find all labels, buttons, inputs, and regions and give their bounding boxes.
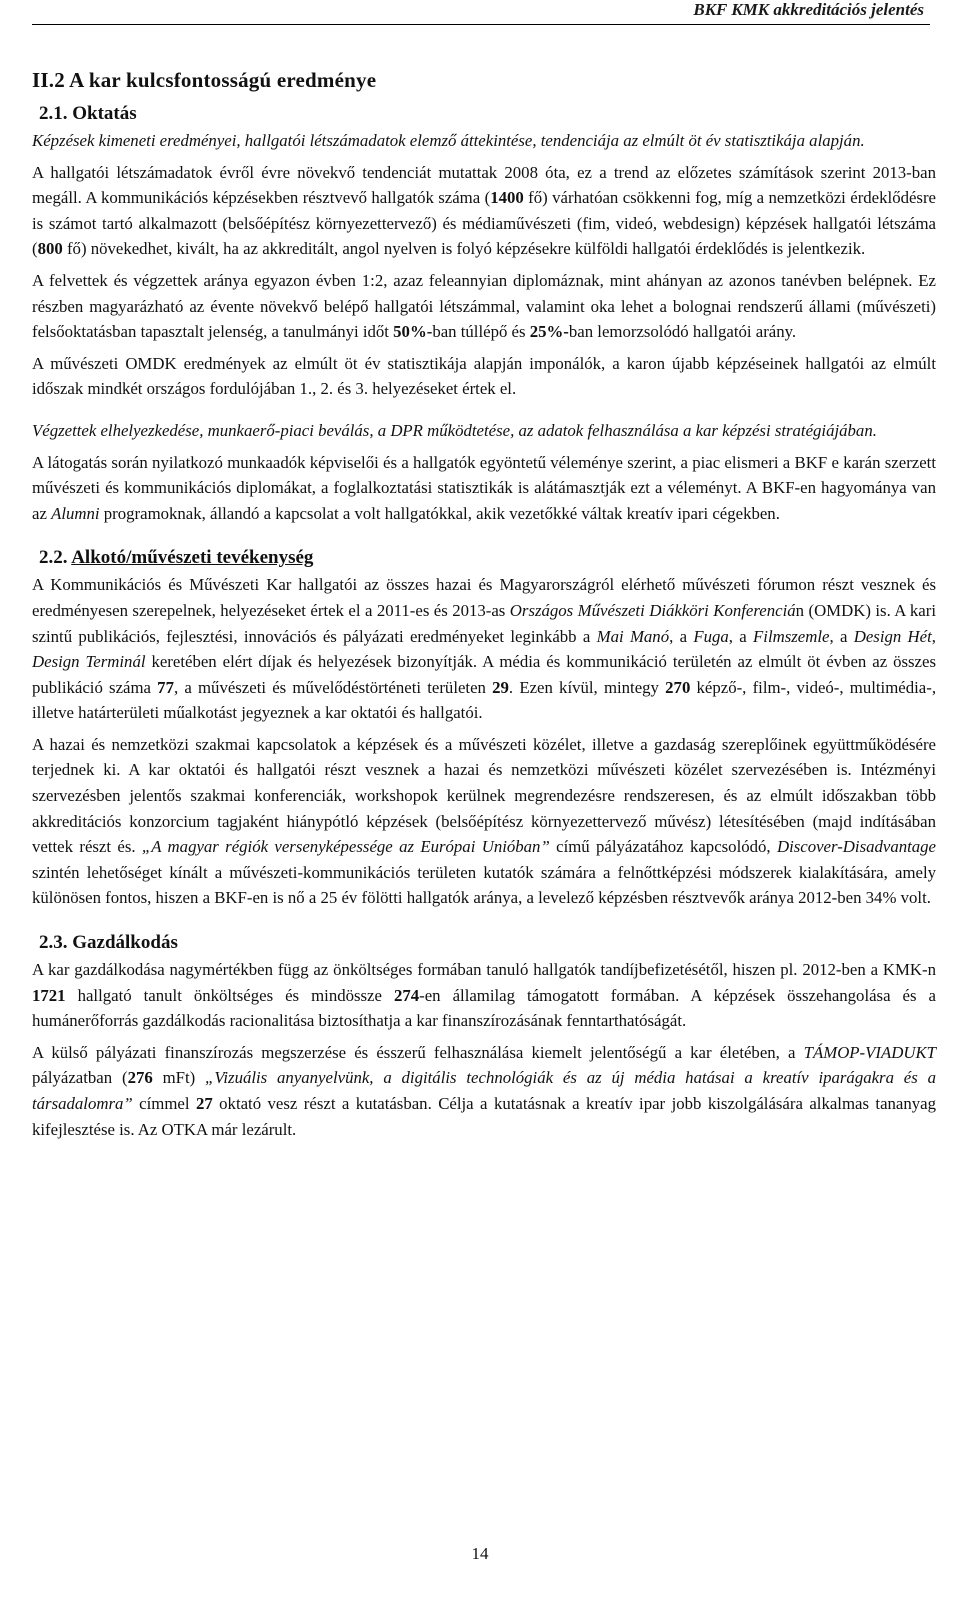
page-content — [32, 64, 936, 1148]
bold-value: 25%- — [529, 322, 569, 342]
italic-term: TÁMOP-VIADUKT — [803, 1042, 936, 1062]
text-run: programoknak, állandó a kapcsolat a volt hallgatókkal, akik vezetőkké váltak kreatív ipari cégekben. — [99, 503, 780, 523]
text-run: pályázatban ( — [32, 1068, 128, 1088]
oktatas-paragraph-1 — [32, 160, 936, 262]
italic-term: Mai Manó — [596, 626, 670, 646]
oktatas-paragraph-2 — [32, 268, 936, 345]
italic-term: „Vizuális anyanyelvünk, a digitális technológiák és az új média hatásai a kreatív iparágakra és a társadalomra” — [32, 1068, 937, 1113]
text-run: n (OMDK) is. A kari szintű publikációs, fejlesztési, innovációs és pályázati eredményeket leginkább a — [32, 600, 937, 646]
italic-term: Design Terminál — [32, 652, 146, 672]
bold-value: 274 — [393, 985, 420, 1005]
text-run: ban lemorzsolódó hallgatói arány. — [568, 322, 797, 342]
text-run: A Kommunikációs és Művészeti Kar hallgatói az összes hazai és Magyarországról elérhető művészeti fórumon részt vesznek és eredményesen szerepelnek, helyezéseket értek el a 2011-es és 2013-as — [32, 575, 936, 620]
section-title-text: Gazdálkodás — [72, 932, 178, 954]
bold-value: 27 — [195, 1094, 213, 1113]
bold-value: 77 — [157, 677, 174, 697]
page-number: 14 — [471, 1544, 489, 1563]
italic-term: „A magyar régiók versenyképessége az Európai Unióban” — [141, 837, 550, 857]
bold-value: 270 — [665, 677, 691, 697]
gazdalkodas-paragraph-1 — [32, 957, 936, 1034]
bold-value: 50%- — [393, 322, 433, 342]
text-run: A kar gazdálkodása nagymértékben függ az önköltséges formában tanuló hallgatók tandíjbefizetésétől, hiszen pl. 2012-ben a KMK-n — [32, 960, 936, 980]
text-run: fő) várhatóan csökkenni fog, míg a nemzetközi érdeklődésre is számot tartó alkalmazott (belsőépítész környezettervező) és médiaművészeti (fim, videó, webdesign) képzések hallgatói létszáma ( — [32, 188, 936, 259]
text-run: címmel — [132, 1094, 196, 1113]
section-number: 2.2. — [39, 547, 68, 569]
text-run: szintén lehetőséget kínált a művészeti-kommunikációs területen kutatók számára a felnőttképzési módszerek kialakítására, amely különösen fontos, hiszen a BKF-en is nő a 25 év fölötti hallgatók aránya, a levelező képzésben résztvevők aránya 2012-ben 34% volt. — [32, 862, 936, 908]
oktatas-subhead: Képzések kimeneti eredményei, hallgatói létszámadatok elemző áttekintése, tendenciája az elmúlt öt év statisztikája alapján. — [32, 131, 865, 150]
text-run: , — [931, 626, 936, 646]
bold-value: 276 — [127, 1068, 153, 1088]
bold-value: 1721 — [32, 985, 66, 1005]
text-run: képző-, film-, videó-, multimédia-, illetve határterületi műalkotást jegyeznek a kar oktatói és hallgatói. — [32, 677, 937, 723]
vegzettek-subhead: Végzettek elhelyezkedése, munkaerő-piaci beválás, a DPR működtetése, az adatok felhasználása a kar képzési stratégiájában. — [32, 420, 877, 440]
header-rule — [32, 24, 930, 25]
subsection-heading-gazdalkodas — [32, 929, 936, 957]
italic-term: Alumni — [51, 503, 100, 523]
text-run: oktató vesz részt a kutatásban. Célja a kutatásnak a kreatív ipar jobb kiszolgálására alkalmas tananyag kifejlesztése is. Az OTKA már lezárult. — [32, 1094, 937, 1139]
text-run: című pályázatához kapcsolódó, — [549, 837, 777, 857]
bold-value: 800 — [37, 239, 63, 259]
subsection-heading-oktatas: 2.1. Oktatás — [39, 103, 137, 124]
section-title: II.2 A kar kulcsfontosságú eredménye — [32, 68, 377, 92]
gazdalkodas-paragraph-2 — [32, 1040, 936, 1142]
text-run: A hallgatói létszámadatok évről évre növekvő tendenciát mutattak 2008 óta, ez a trend az előzetes számítások szerint 2013-ban megáll. A kommunikációs képzésekben résztvevő hallgatók száma ( — [32, 162, 936, 208]
text-run: , a — [829, 626, 854, 646]
text-run: A külső pályázati finanszírozás megszerzése és ésszerű felhasználása kiemelt jelentőségű a kar életében, a — [32, 1042, 804, 1062]
italic-term: Design Hét — [853, 626, 932, 646]
text-run: ban túllépő és — [432, 322, 530, 342]
italic-term: Fuga — [693, 626, 729, 646]
bold-value: 1400 — [490, 188, 524, 208]
text-run: mFt) — [152, 1068, 206, 1088]
text-run: , a művészeti és művelődéstörténeti területen — [173, 677, 493, 697]
running-header: BKF KMK akkreditációs jelentés — [693, 0, 924, 19]
section-number: 2.3. — [39, 932, 68, 954]
text-run: A hazai és nemzetközi szakmai kapcsolatok a képzések és a művészeti közélet, illetve a gazdaság szereplőinek együttműködésére terjednek ki. A kar oktatói és hallgatói részt vesznek a hazai és nemzetközi művészeti közélet szervezésében is. Intézményi szervezésben jelentős szakmai konferenciák, workshopok kerülnek megrendezésre rendszeresen, és az elmúlt időszakban több akkreditációs konzorcium tagjaként hiánypótló képzések (belsőépítész környezettervező művész) létesítésében (majd indításában vettek részt és. — [32, 734, 936, 857]
oktatas-paragraph-4 — [32, 450, 936, 527]
text-run: -en államilag támogatott formában. A képzések összehangolása és a humánerőforrás gazdálkodás racionalitása biztosíthatja a kar finanszírozásának fenntarthatóságát. — [32, 985, 936, 1031]
italic-term: Discover-Disadvantage — [776, 837, 936, 857]
subsection-heading-alkoto — [32, 544, 936, 572]
oktatas-paragraph-3: A művészeti OMDK eredmények az elmúlt öt év statisztikája alapján imponálók, a karon újabb képzéseinek hallgatói az elmúlt időszak mindkét országos fordulójában 1., 2. és 3. helyezéseket értek el. — [32, 353, 936, 399]
italic-term: Országos Művészeti Diákköri Konferenciá — [509, 600, 796, 620]
alkoto-paragraph-2 — [32, 732, 936, 911]
text-run: fő) növekedhet, kivált, ha az akkreditált, angol nyelven is folyó képzésekre külföldi hallgatói érdeklődés is jelentkezik. — [62, 239, 866, 259]
text-run: , a — [728, 626, 754, 646]
bold-value: 29 — [492, 677, 509, 697]
spacer — [32, 408, 936, 418]
spacer — [32, 532, 936, 544]
text-run: keretében elért díjak és helyezések bizonyítják. A média és kommunikáció területén az elmúlt öt évben az összes publikáció száma — [32, 652, 936, 697]
alkoto-paragraph-1 — [32, 572, 936, 726]
text-run: A felvettek és végzettek aránya egyazon évben 1:2, azaz feleannyian diplomáznak, mint ahányan az azonos tanévben belépnek. Ez részben magyarázható az évente növekvő belépő hallgatói létszámmal, valamint oka lehet a bolognai rendszerű állami (művészeti) felsőoktatásban tapasztalt jelenség, a tanulmányi időt — [32, 270, 936, 342]
text-run: hallgató tanult önköltséges és mindössze — [65, 985, 394, 1005]
text-run: A látogatás során nyilatkozó munkaadók képviselői és a hallgatók egyöntetű véleménye szerint, a piac elismeri a BKF e karán szerzett művészeti és kommunikációs diplomákat, a foglalkoztatási statisztikák is alátámasztják ezt a véleményt. A BKF-en hagyománya van az — [32, 452, 936, 523]
italic-term: Filmszemle — [753, 626, 830, 646]
section-title-text: Alkotó/művészeti tevékenység — [71, 547, 314, 569]
text-run: . Ezen kívül, mintegy — [508, 677, 666, 697]
spacer — [32, 917, 936, 929]
text-run: , a — [669, 626, 694, 646]
